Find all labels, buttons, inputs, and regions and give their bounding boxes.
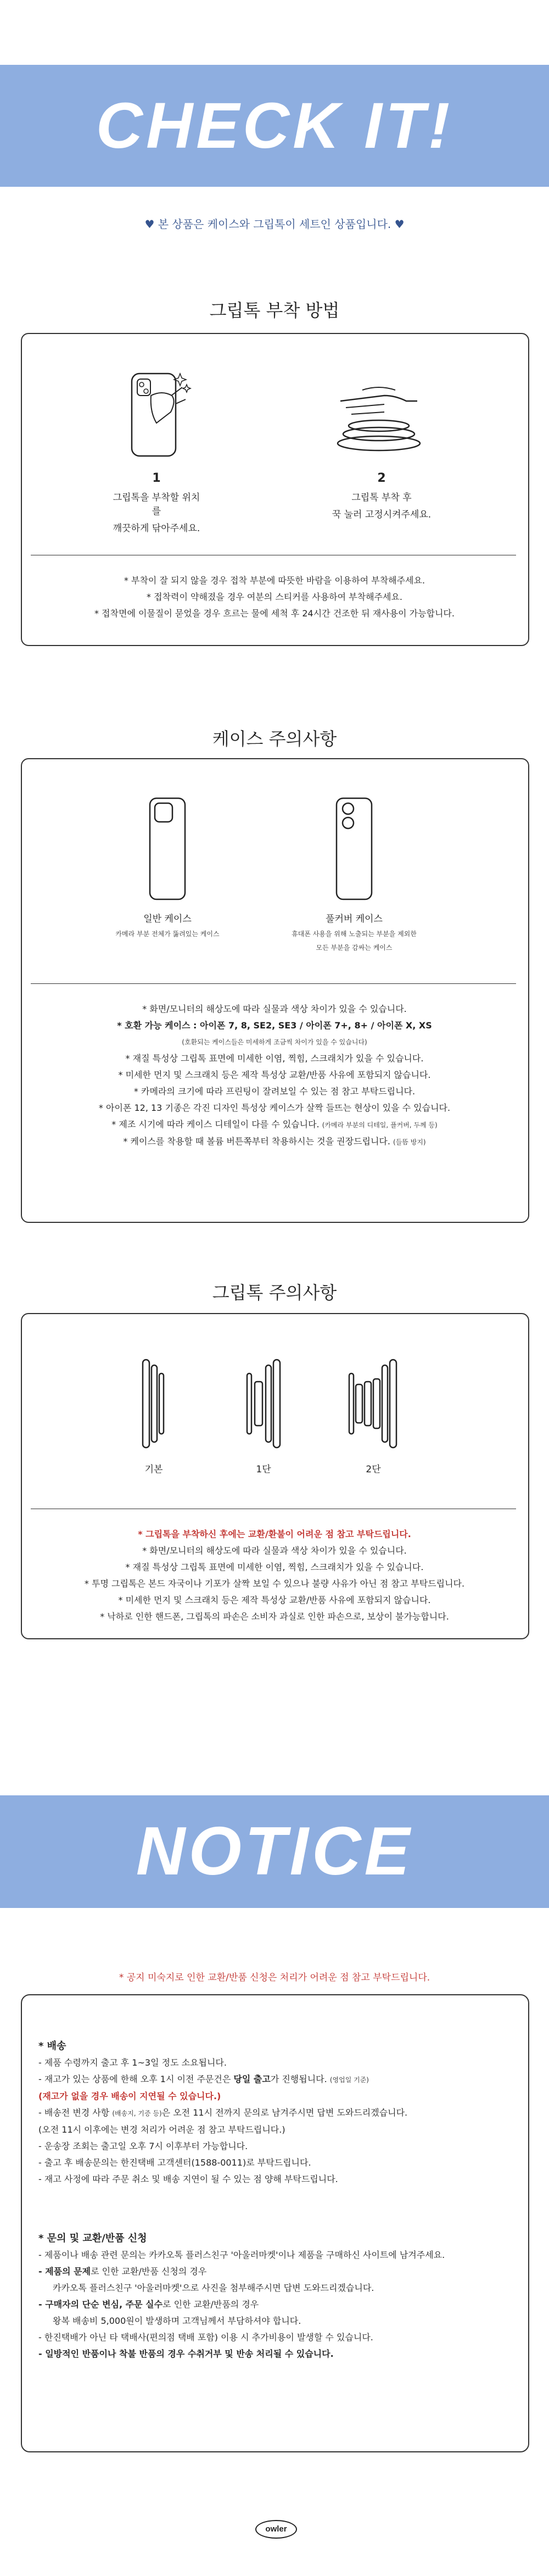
attach-note-1: * 부착이 잘 되지 않을 경우 접착 부분에 따뜻한 바람을 이용하여 부착해주세요. bbox=[124, 575, 425, 586]
set-product-notice: ♥ 본 상품은 케이스와 그립톡이 세트인 상품입니다. ♥ bbox=[144, 218, 405, 231]
shipping-line-6: - 운송장 조회는 출고일 오후 7시 이후부터 가능합니다. bbox=[38, 2141, 248, 2151]
grip-note-4: * 미세한 먼지 및 스크래치 등은 제작 특성상 교환/반품 사유에 포함되지 않습니다. bbox=[118, 1595, 431, 1605]
case-note-3: * 미세한 먼지 및 스크래치 등은 제작 특성상 교환/반품 사유에 포함되지 않습니다. bbox=[118, 1070, 431, 1080]
shipping-line-2d: (영업일 기준) bbox=[329, 2076, 369, 2084]
grip-label-2stage: 2단 bbox=[366, 1464, 381, 1475]
step1-line2: 깨끗하게 닦아주세요. bbox=[113, 523, 200, 534]
step2-line2: 꾹 눌러 고정시켜주세요. bbox=[332, 509, 432, 520]
grip-note-3: * 투명 그립톡은 본드 자국이나 기포가 살짝 보일 수 있으나 불량 사유가 아닌 점 참고 부탁드립니다. bbox=[84, 1578, 465, 1589]
hand-press-illustration bbox=[329, 379, 428, 456]
full-cover-case-info bbox=[285, 911, 423, 952]
returns-heading: * 문의 및 교환/반품 신청 bbox=[38, 2233, 147, 2244]
normal-case-name: 일반 케이스 bbox=[143, 914, 192, 925]
shipping-line-2 bbox=[38, 2071, 511, 2088]
case-note-1: * 화면/모니터의 해상도에 따라 실물과 색상 차이가 있을 수 있습니다. bbox=[142, 1004, 407, 1014]
returns-line-7: - 일방적인 반품이나 착불 반품의 경우 수취거부 및 반송 처리될 수 있습니다. bbox=[38, 2349, 334, 2359]
attach-note-2: * 접착력이 약해졌을 경우 여분의 스티커를 사용하여 부착해주세요. bbox=[146, 592, 402, 602]
returns-line-4 bbox=[38, 2296, 511, 2313]
case-caution-box bbox=[21, 758, 529, 1223]
case-caution-notes bbox=[0, 1001, 549, 1150]
step1-number: 1 bbox=[152, 471, 161, 485]
grip-label-basic: 기본 bbox=[144, 1464, 163, 1475]
shipping-line-1: - 제품 수령까지 출고 후 1~3일 정도 소요됩니다. bbox=[38, 2057, 227, 2068]
case-note-7-sub: (들뜸 방지) bbox=[393, 1138, 426, 1146]
shipping-line-2c: 가 진행됩니다. bbox=[270, 2074, 327, 2084]
full-cover-desc1: 휴대폰 사용을 위해 노출되는 부분을 제외한 bbox=[292, 930, 417, 938]
grip-note-2: * 재질 특성상 그립톡 표면에 미세한 이염, 찍힘, 스크래치가 있을 수 있습니다. bbox=[125, 1562, 424, 1572]
step2-line1: 그립톡 부착 후 bbox=[351, 492, 412, 503]
grip-attach-title: 그립톡 부착 방법 bbox=[209, 300, 340, 321]
returns-line-3: 카카오톡 플러스친구 '아울러마켓'으로 사진을 첨부해주시면 답변 도와드리겠습니다. bbox=[53, 2283, 374, 2293]
shipping-line-5: (오전 11시 이후에는 변경 처리가 어려운 점 참고 부탁드립니다.) bbox=[38, 2124, 285, 2135]
grip-2stage-icon bbox=[346, 1357, 401, 1450]
returns-line-6: - 한진택배가 아닌 타 택배사(편의점 택배 포함) 이용 시 추가비용이 발생할 수 있습니다. bbox=[38, 2332, 373, 2343]
case-note-4: * 카메라의 크기에 따라 프린팅이 잘려보일 수 있는 점 참고 부탁드립니다. bbox=[133, 1086, 416, 1097]
case-note-2: * 재질 특성상 그립톡 표면에 미세한 이염, 찍힘, 스크래치가 있을 수 있습니다. bbox=[125, 1053, 424, 1064]
grip-note-1: * 화면/모니터의 해상도에 따라 실물과 색상 차이가 있을 수 있습니다. bbox=[142, 1545, 407, 1556]
step1 bbox=[113, 471, 200, 534]
returns-line-1: - 제품이나 배송 관련 문의는 카카오톡 플러스친구 '아울러마켓'이나 제품을 구매하신 사이트에 남겨주세요. bbox=[38, 2250, 445, 2260]
shipping-line-7: - 출고 후 배송문의는 한진택배 고객센터(1588-0011)로 부탁드립니다. bbox=[38, 2157, 311, 2168]
shipping-line-4c: 은 오전 11시 전까지 문의로 남겨주시면 답변 도와드리겠습니다. bbox=[161, 2107, 408, 2118]
case-note-compat: * 호환 가능 케이스 : 아이폰 7, 8, SE2, SE3 / 아이폰 7+, 8+ / 아이폰 X, XS bbox=[117, 1020, 432, 1031]
shipping-line-2a: - 재고가 있는 상품에 한해 오후 1시 이전 주문건은 bbox=[38, 2074, 234, 2084]
step1-line1: 그립톡을 부착할 위치를 bbox=[113, 492, 200, 517]
grip-attach-notes bbox=[0, 572, 549, 622]
full-cover-case-icon bbox=[335, 797, 373, 901]
check-it-banner: CHECK IT! bbox=[0, 65, 549, 187]
grip-note-warning: * 그립톡을 부착하신 후에는 교환/환불이 어려운 점 참고 부탁드립니다. bbox=[138, 1529, 411, 1539]
grip-caution-title: 그립톡 주의사항 bbox=[212, 1282, 337, 1303]
grip-caution-notes bbox=[0, 1526, 549, 1625]
case-note-7-main: * 케이스를 착용할 때 볼륨 버튼쪽부터 착용하시는 것을 권장드립니다. bbox=[123, 1136, 390, 1147]
case-note-compat-sub: (호환되는 케이스들은 미세하게 조금씩 차이가 있을 수 있습니다) bbox=[182, 1038, 367, 1046]
shipping-line-4 bbox=[38, 2105, 511, 2122]
returns-line-2 bbox=[38, 2263, 511, 2280]
owler-logo: owler bbox=[255, 2520, 297, 2539]
case-caution-divider bbox=[31, 983, 516, 984]
case-note-6-sub: (카메라 부분의 디테일, 플커버, 두께 등) bbox=[322, 1121, 438, 1129]
grip-label-1stage: 1단 bbox=[256, 1464, 271, 1475]
returns-line-5: 왕복 배송비 5,000원이 발생하며 고객님께서 부담하셔야 합니다. bbox=[53, 2316, 301, 2326]
step2 bbox=[321, 471, 442, 520]
step2-number: 2 bbox=[377, 471, 386, 485]
returns-line-4a: - 구매자의 단순 변심, 주문 실수 bbox=[38, 2299, 163, 2310]
shipping-section bbox=[38, 2038, 511, 2188]
phone-wipe-illustration bbox=[121, 363, 192, 461]
shipping-line-4a: - 배송전 변경 사항 bbox=[38, 2107, 113, 2118]
grip-note-5: * 낙하로 인한 핸드폰, 그립톡의 파손은 소비자 과실로 인한 파손으로, 보상이 불가능합니다. bbox=[100, 1611, 449, 1622]
attach-note-3: * 접착면에 이물질이 묻었을 경우 흐르는 물에 세척 후 24시간 건조한 뒤 재사용이 가능합니다. bbox=[94, 608, 455, 619]
returns-line-2b: 로 인한 교환/반품 신청의 경우 bbox=[91, 2266, 207, 2277]
case-note-5: * 아이폰 12, 13 기종은 각진 디자인 특성상 케이스가 살짝 들뜨는 현상이 있을 수 있습니다. bbox=[98, 1103, 451, 1113]
normal-case-desc: 카메라 부분 전체가 뚫려있는 케이스 bbox=[115, 930, 220, 938]
shipping-line-8: - 재고 사정에 따라 주문 취소 및 배송 지연이 될 수 있는 점 양해 부탁드립니다. bbox=[38, 2174, 338, 2184]
notice-warning: * 공지 미숙지로 인한 교환/반품 신청은 처리가 어려운 점 참고 부탁드립니다. bbox=[119, 1972, 430, 1983]
shipping-line-3: (재고가 없을 경우 배송이 지연될 수 있습니다.) bbox=[38, 2091, 221, 2101]
returns-line-4b: 로 인한 교환/반품의 경우 bbox=[163, 2299, 259, 2310]
returns-line-2a: - 제품의 문제 bbox=[38, 2266, 91, 2277]
shipping-line-4b: (배송지, 기증 등) bbox=[112, 2110, 162, 2117]
full-cover-name: 풀커버 케이스 bbox=[326, 914, 383, 925]
case-note-7 bbox=[0, 1133, 549, 1150]
notice-banner: NOTICE bbox=[0, 1795, 549, 1908]
grip-basic-icon bbox=[137, 1357, 170, 1450]
shipping-same-day: 당일 출고 bbox=[233, 2074, 271, 2084]
shipping-heading: * 배송 bbox=[38, 2040, 66, 2052]
returns-section bbox=[38, 2230, 511, 2362]
full-cover-desc2: 모든 부분을 감싸는 케이스 bbox=[316, 944, 393, 952]
case-note-6-main: * 제조 시기에 따라 케이스 디테일이 다를 수 있습니다. bbox=[111, 1119, 320, 1130]
case-note-6 bbox=[0, 1116, 549, 1133]
grip-1stage-icon bbox=[242, 1357, 285, 1450]
case-caution-title: 케이스 주의사항 bbox=[212, 728, 337, 749]
normal-case-icon bbox=[148, 797, 187, 901]
normal-case-info bbox=[110, 911, 225, 938]
